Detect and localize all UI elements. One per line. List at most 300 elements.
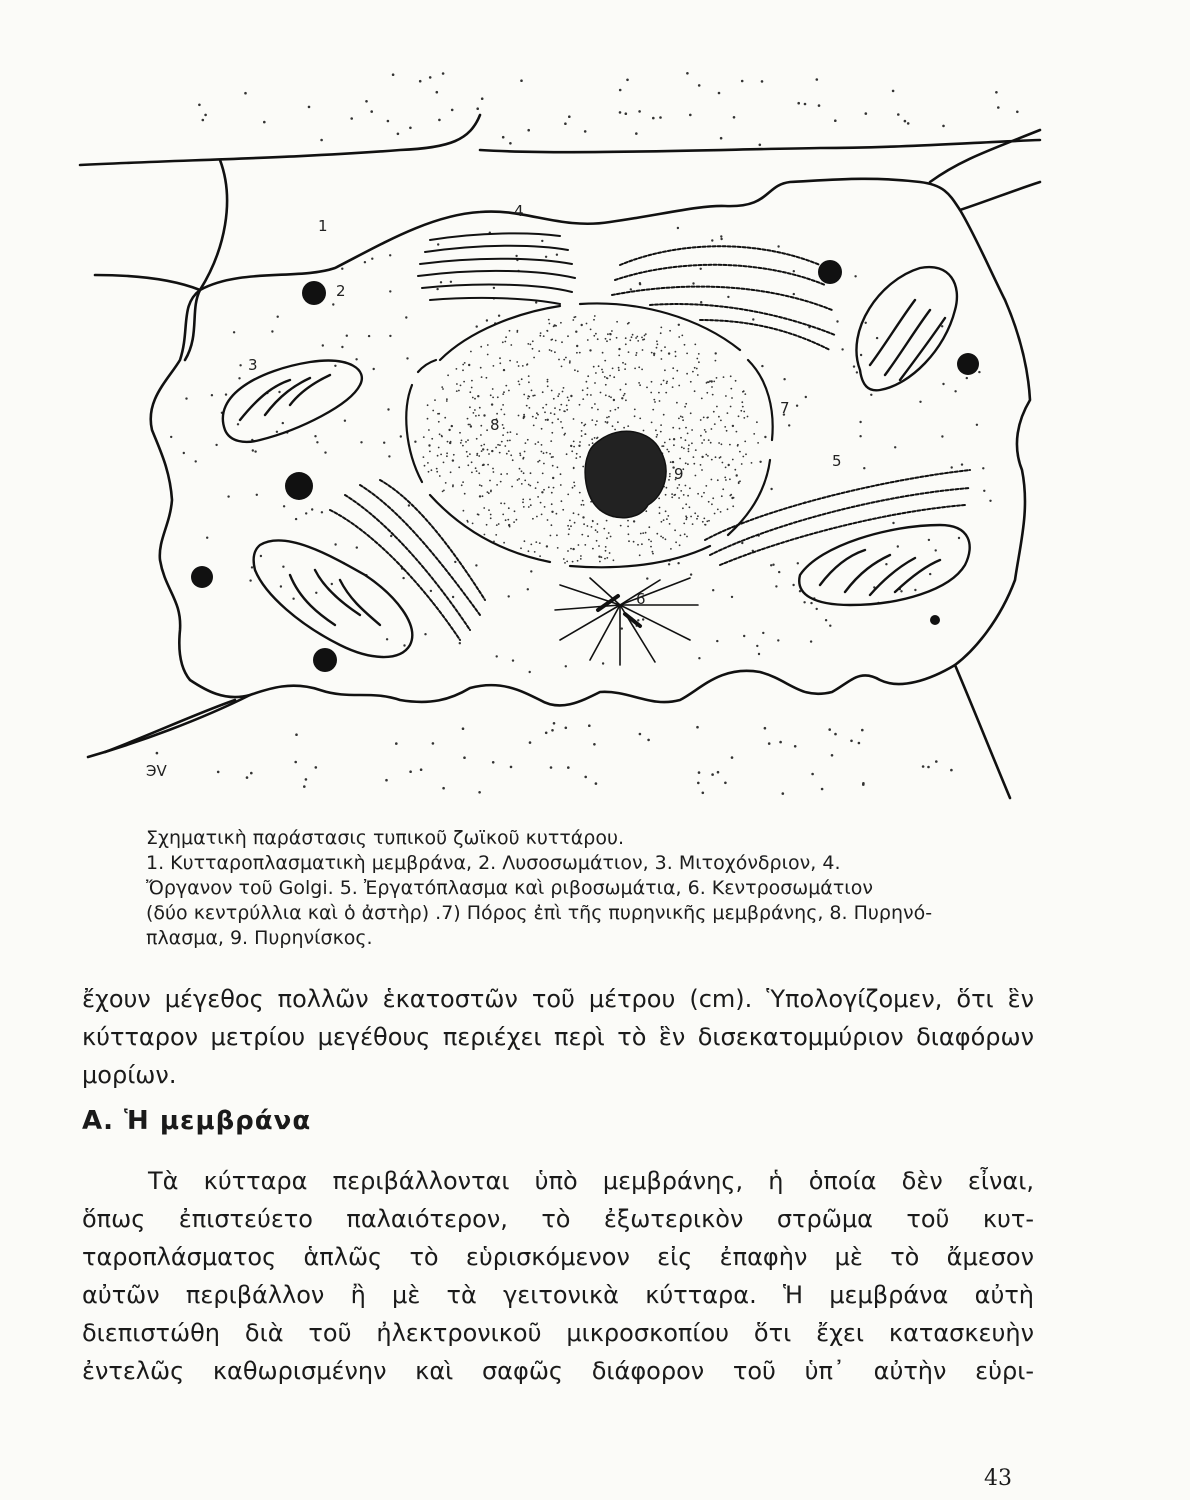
stipple-dot (341, 268, 343, 270)
stipple-dot (554, 413, 556, 415)
stipple-dot (606, 537, 608, 539)
stipple-dot (579, 352, 581, 354)
stipple-dot (701, 469, 703, 471)
stipple-dot (803, 601, 805, 603)
stipple-dot (523, 416, 525, 418)
stipple-dot (575, 457, 577, 459)
stipple-dot (635, 337, 637, 339)
stipple-dot (617, 407, 619, 409)
stipple-dot (459, 432, 461, 434)
stipple-dot (676, 370, 678, 372)
stipple-dot (778, 571, 780, 573)
stipple-dot (681, 446, 683, 448)
stipple-dot (619, 89, 622, 92)
stipple-dot (680, 416, 682, 418)
figure-label-3: 3 (248, 356, 258, 374)
stipple-dot (660, 327, 662, 329)
stipple-dot (737, 444, 739, 446)
stipple-dot (658, 392, 660, 394)
stipple-dot (692, 371, 694, 373)
stipple-dot (468, 364, 470, 366)
stipple-dot (610, 536, 612, 538)
stipple-dot (708, 439, 710, 441)
stipple-dot (692, 282, 694, 284)
stipple-dot (528, 381, 530, 383)
stipple-dot (668, 563, 670, 565)
stipple-dot (594, 315, 596, 317)
stipple-dot (668, 451, 670, 453)
stipple-dot (641, 543, 643, 545)
stipple-dot (690, 412, 692, 414)
stipple-dot (263, 121, 266, 124)
stipple-dot (697, 374, 699, 376)
stipple-dot (608, 532, 610, 534)
lysosome (302, 281, 326, 305)
stipple-dot (669, 473, 671, 475)
stipple-dot (438, 119, 441, 122)
stipple-dot (516, 361, 518, 363)
stipple-dot (663, 414, 665, 416)
stipple-dot (469, 406, 471, 408)
stipple-dot (639, 418, 641, 420)
stipple-dot (593, 335, 595, 337)
stipple-dot (584, 433, 586, 435)
stipple-dot (557, 418, 559, 420)
stipple-dot (492, 388, 494, 390)
stipple-dot (673, 444, 675, 446)
stipple-dot (665, 392, 667, 394)
stipple-dot (480, 346, 482, 348)
stipple-dot (546, 452, 548, 454)
stipple-dot (315, 592, 317, 594)
stipple-dot (583, 523, 585, 525)
stipple-dot (572, 487, 574, 489)
centrosome-aster (555, 578, 698, 665)
stipple-dot (638, 382, 640, 384)
stipple-dot (533, 357, 535, 359)
stipple-dot (691, 442, 693, 444)
stipple-dot (481, 97, 484, 100)
stipple-dot (607, 421, 609, 423)
stipple-dot (551, 524, 553, 526)
stipple-dot (732, 505, 734, 507)
stipple-dot (687, 433, 689, 435)
mitochondrion-topright (856, 267, 956, 390)
stipple-dot (551, 350, 553, 352)
stipple-dot (539, 460, 541, 462)
stipple-dot (530, 344, 532, 346)
stipple-dot (478, 415, 480, 417)
stipple-dot (983, 490, 985, 492)
stipple-dot (476, 454, 478, 456)
stipple-dot (604, 558, 606, 560)
stipple-dot (483, 444, 485, 446)
stipple-dot (543, 463, 545, 465)
stipple-dot (502, 136, 505, 139)
stipple-dot (403, 644, 405, 646)
stipple-dot (551, 503, 553, 505)
stipple-dot (482, 495, 484, 497)
stipple-dot (641, 369, 643, 371)
stipple-dot (620, 525, 622, 527)
stipple-dot (451, 109, 454, 112)
stipple-dot (625, 383, 627, 385)
stipple-dot (652, 551, 654, 553)
stipple-dot (487, 449, 489, 451)
stipple-dot (705, 454, 707, 456)
stipple-dot (675, 541, 677, 543)
stipple-dot (702, 792, 705, 795)
paragraph-line: ταροπλάσματος ἁπλῶς τὸ εὑρισκόμενον εἰς ἐπαφὴν μὲ τὸ ἄμεσον (82, 1243, 1034, 1271)
stipple-dot (456, 368, 458, 370)
stipple-dot (761, 80, 764, 83)
stipple-dot (854, 275, 856, 277)
stipple-dot (700, 435, 702, 437)
stipple-dot (409, 770, 412, 773)
stipple-dot (481, 450, 483, 452)
stipple-dot (582, 500, 584, 502)
stipple-dot (651, 352, 653, 354)
stipple-dot (625, 337, 627, 339)
stipple-dot (476, 470, 478, 472)
stipple-dot (579, 441, 581, 443)
stipple-dot (271, 330, 273, 332)
stipple-dot (836, 320, 838, 322)
caption-line: Ὄργανον τοῦ Golgi. 5. Ἐργατόπλασμα καὶ ριβοσωμάτια, 6. Κεντροσωμάτιον (146, 877, 873, 899)
stipple-dot (741, 401, 743, 403)
stipple-dot (644, 335, 646, 337)
stipple-dot (227, 495, 229, 497)
stipple-dot (575, 331, 577, 333)
stipple-dot (548, 319, 550, 321)
stipple-dot (429, 76, 432, 79)
stipple-dot (460, 385, 462, 387)
stipple-dot (553, 722, 556, 725)
stipple-dot (581, 504, 583, 506)
stipple-dot (618, 355, 620, 357)
stipple-dot (724, 782, 727, 785)
stipple-dot (717, 771, 720, 774)
stipple-dot (566, 561, 568, 563)
stipple-dot (850, 740, 853, 743)
stipple-dot (479, 407, 481, 409)
stipple-dot (900, 590, 902, 592)
stipple-dot (529, 741, 532, 744)
stipple-dot (716, 640, 718, 642)
stipple-dot (630, 288, 632, 290)
stipple-dot (743, 635, 745, 637)
stipple-dot (542, 391, 544, 393)
stipple-dot (941, 435, 943, 437)
stipple-dot (804, 103, 807, 106)
stipple-dot (486, 429, 488, 431)
stipple-dot (437, 455, 439, 457)
stipple-dot (716, 406, 718, 408)
stipple-dot (782, 792, 785, 795)
stipple-dot (447, 441, 449, 443)
stipple-dot (569, 360, 571, 362)
stipple-dot (573, 512, 575, 514)
stipple-dot (576, 453, 578, 455)
stipple-dot (605, 338, 607, 340)
stipple-dot (642, 349, 644, 351)
stipple-dot (499, 362, 501, 364)
stipple-dot (700, 301, 702, 303)
stipple-dot (705, 431, 707, 433)
stipple-dot (578, 445, 580, 447)
stipple-dot (711, 380, 713, 382)
stipple-dot (521, 378, 523, 380)
stipple-dot (610, 396, 612, 398)
stipple-dot (581, 324, 583, 326)
stipple-dot (708, 520, 710, 522)
stipple-dot (779, 741, 782, 744)
stipple-dot (551, 729, 554, 732)
stipple-dot (715, 456, 717, 458)
stipple-dot (564, 122, 567, 125)
stipple-dot (360, 441, 362, 443)
stipple-dot (685, 427, 687, 429)
stipple-dot (676, 402, 678, 404)
stipple-dot (438, 447, 440, 449)
stipple-dot (442, 388, 444, 390)
stipple-dot (624, 368, 626, 370)
stipple-dot (331, 583, 333, 585)
stipple-dot (663, 519, 665, 521)
stipple-dot (562, 509, 564, 511)
stipple-dot (620, 389, 622, 391)
stipple-dot (599, 561, 601, 563)
stipple-dot (314, 435, 316, 437)
stipple-dot (490, 394, 492, 396)
stipple-dot (584, 424, 586, 426)
stipple-dot (514, 510, 516, 512)
stipple-dot (559, 409, 561, 411)
stipple-dot (530, 570, 532, 572)
stipple-dot (744, 393, 746, 395)
paragraph-line: ἐντελῶς καθωρισμένην καὶ σαφῶς διάφορον τοῦ ὑπ᾿ αὐτὴν εὑρι- (82, 1357, 1034, 1385)
stipple-dot (560, 484, 562, 486)
stipple-dot (471, 461, 473, 463)
stipple-dot (732, 459, 734, 461)
stipple-dot (678, 385, 680, 387)
stipple-dot (550, 535, 552, 537)
stipple-dot (428, 471, 430, 473)
stipple-dot (650, 392, 652, 394)
stipple-dot (541, 491, 543, 493)
stipple-dot (530, 472, 532, 474)
stipple-dot (491, 403, 493, 405)
stipple-dot (743, 411, 745, 413)
stipple-dot (581, 430, 583, 432)
stipple-dot (549, 323, 551, 325)
stipple-dot (726, 430, 728, 432)
stipple-dot (436, 468, 438, 470)
stipple-dot (672, 386, 674, 388)
stipple-dot (447, 374, 449, 376)
stipple-dot (722, 488, 724, 490)
stipple-dot (332, 303, 334, 305)
stipple-dot (666, 518, 668, 520)
stipple-dot (591, 438, 593, 440)
stipple-dot (542, 407, 544, 409)
stipple-dot (604, 376, 606, 378)
stipple-dot (645, 333, 647, 335)
stipple-dot (591, 526, 593, 528)
stipple-dot (734, 469, 736, 471)
stipple-dot (423, 456, 425, 458)
stipple-dot (540, 332, 542, 334)
stipple-dot (692, 523, 694, 525)
stipple-dot (560, 421, 562, 423)
stipple-dot (548, 486, 550, 488)
stipple-dot (650, 546, 652, 548)
stipple-dot (408, 504, 410, 506)
stipple-dot (632, 334, 634, 336)
stipple-dot (696, 358, 698, 360)
stipple-dot (703, 492, 705, 494)
figure-label-9: 9 (674, 465, 684, 483)
stipple-dot (206, 537, 208, 539)
stipple-dot (721, 443, 723, 445)
stipple-dot (482, 448, 484, 450)
stipple-dot (389, 290, 391, 292)
stipple-dot (280, 585, 282, 587)
stipple-dot (592, 521, 594, 523)
paragraph-line: διεπιστώθη διὰ τοῦ ἠλεκτρονικοῦ μικροσκοπίου ὅτι ἔχει κατασκευὴν (82, 1319, 1034, 1347)
stipple-dot (373, 368, 375, 370)
stipple-dot (246, 776, 249, 779)
stipple-dot (469, 424, 471, 426)
stipple-dot (573, 467, 575, 469)
stipple-dot (1016, 111, 1019, 114)
stipple-dot (462, 369, 464, 371)
stipple-dot (225, 393, 227, 395)
stipple-dot (479, 484, 481, 486)
stipple-dot (619, 111, 622, 114)
stipple-dot (520, 79, 523, 82)
stipple-dot (958, 537, 960, 539)
stipple-dot (885, 563, 887, 565)
stipple-dot (641, 337, 643, 339)
stipple-dot (783, 378, 785, 380)
stipple-dot (686, 353, 688, 355)
stipple-dot (685, 518, 687, 520)
stipple-dot (467, 464, 469, 466)
stipple-dot (563, 434, 565, 436)
stipple-dot (639, 384, 641, 386)
stipple-dot (498, 315, 500, 317)
stipple-dot (669, 439, 671, 441)
stipple-dot (295, 733, 298, 736)
stipple-dot (522, 458, 524, 460)
stipple-dot (982, 467, 984, 469)
stipple-dot (669, 330, 671, 332)
stipple-dot (436, 91, 439, 94)
stipple-dot (244, 92, 247, 95)
stipple-dot (316, 441, 318, 443)
stipple-dot (500, 409, 502, 411)
stipple-dot (752, 318, 754, 320)
stipple-dot (547, 519, 549, 521)
stipple-dot (609, 333, 611, 335)
stipple-dot (660, 536, 662, 538)
stipple-dot (686, 373, 688, 375)
stipple-dot (711, 386, 713, 388)
stipple-dot (502, 434, 504, 436)
stipple-dot (441, 386, 443, 388)
stipple-dot (276, 431, 278, 433)
stipple-dot (545, 419, 547, 421)
stipple-dot (474, 409, 476, 411)
stipple-dot (597, 338, 599, 340)
stipple-dot (560, 404, 562, 406)
stipple-dot (557, 466, 559, 468)
stipple-dot (613, 376, 615, 378)
stipple-dot (759, 461, 761, 463)
stipple-dot (704, 429, 706, 431)
stipple-dot (458, 466, 460, 468)
stipple-dot (583, 504, 585, 506)
stipple-dot (834, 119, 837, 122)
stipple-dot (475, 415, 477, 417)
stipple-dot (683, 448, 685, 450)
stipple-dot (550, 440, 552, 442)
stipple-dot (558, 359, 560, 361)
stipple-dot (554, 407, 556, 409)
stipple-dot (732, 425, 734, 427)
stipple-dot (294, 761, 297, 764)
stipple-dot (660, 384, 662, 386)
stipple-dot (507, 519, 509, 521)
stipple-dot (919, 401, 921, 403)
stipple-dot (829, 625, 831, 627)
stipple-dot (491, 450, 493, 452)
stipple-dot (462, 727, 465, 730)
stipple-dot (532, 340, 534, 342)
stipple-dot (282, 422, 284, 424)
stipple-dot (687, 495, 689, 497)
stipple-dot (859, 435, 861, 437)
stipple-dot (588, 444, 590, 446)
stipple-dot (217, 771, 220, 774)
stipple-dot (527, 363, 529, 365)
stipple-dot (655, 429, 657, 431)
stipple-dot (659, 507, 661, 509)
stipple-dot (588, 724, 591, 727)
stipple-dot (638, 110, 641, 113)
stipple-dot (831, 754, 834, 757)
stipple-dot (711, 503, 713, 505)
caption-line: (δύο κεντρύλλια καὶ ὁ ἀστὴρ) .7) Πόρος ἐπὶ τῆς πυρηνικῆς μεμβράνης, 8. Πυρηνό- (146, 902, 933, 924)
stipple-dot (492, 468, 494, 470)
stipple-dot (537, 461, 539, 463)
stipple-dot (689, 487, 691, 489)
stipple-dot (684, 533, 686, 535)
stipple-dot (609, 339, 611, 341)
stipple-dot (520, 547, 522, 549)
stipple-dot (634, 415, 636, 417)
stipple-dot (678, 418, 680, 420)
stipple-dot (625, 399, 627, 401)
stipple-dot (671, 493, 673, 495)
stipple-dot (687, 463, 689, 465)
stipple-dot (448, 429, 450, 431)
stipple-dot (389, 335, 391, 337)
stipple-dot (476, 107, 479, 110)
stipple-dot (663, 445, 665, 447)
stipple-dot (741, 80, 744, 83)
